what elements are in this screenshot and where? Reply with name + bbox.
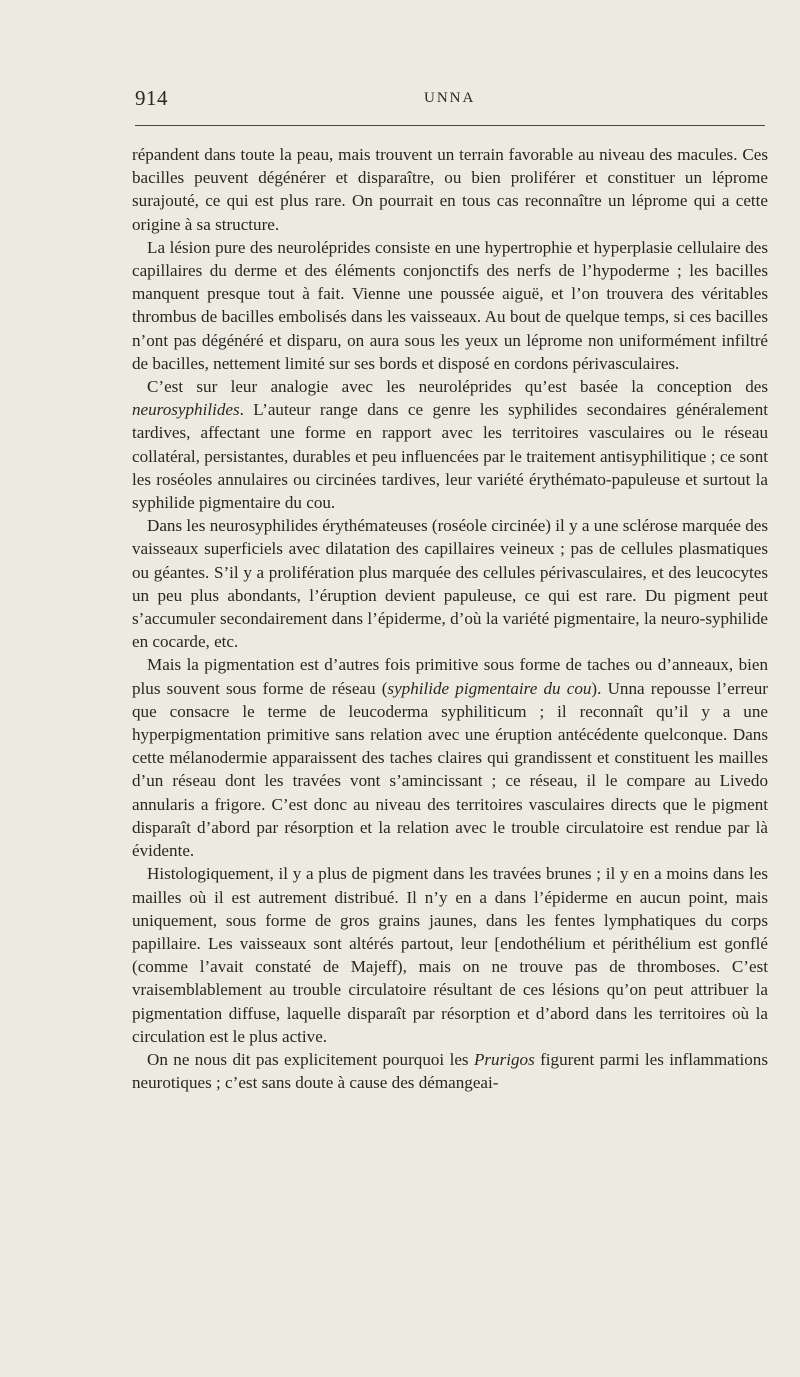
body-text: [132, 143, 768, 1094]
paragraph-text: figurent parmi les inflammations neurotiques ; c’est sans doute à cause des démangeai-: [132, 1049, 768, 1093]
italic-term: syphilide pigmentaire du cou: [387, 678, 592, 698]
page-header: [135, 86, 765, 114]
italic-term: Prurigos: [473, 1049, 535, 1069]
page-number: 914: [135, 86, 168, 110]
header-rule: [135, 125, 765, 126]
paragraph: La lésion pure des neuroléprides consiste en une hypertrophie et hyperplasie cellulaire des capillaires du derme et des éléments conjonctifs des nerfs de l’hypoderme ; les bacilles manquent presque tout à fait. Vienne une poussée aiguë, et l’on trouvera des véritables thrombus de bacilles embolisés dans les vaisseaux. Au bout de quelque temps, si ces bacilles n’ont pas dégénéré et disparu, on aura sous les yeux un léprome non uniformément infiltré de bacilles, nettement limité sur ses bords et disposé en cordons périvasculaires.: [132, 237, 768, 373]
paragraph-text: Mais la pigmentation est d’autres fois primitive sous forme de taches ou d’anneaux, bien plus souvent sous forme de réseau (: [132, 655, 768, 698]
paragraph-text: On ne nous dit pas explicitement pourquoi les: [147, 1049, 474, 1069]
italic-term: neurosyphilides: [132, 400, 240, 420]
paragraph: répandent dans toute la peau, mais trouvent un terrain favorable au niveau des macules. Ces bacilles peuvent dégénérer et disparaître, ou bien proliférer et constituer un léprome surajouté, ce qui est plus rare. On pourrait en tous cas reconnaître un léprome qui a cette origine à sa structure.: [132, 145, 768, 234]
paragraph: Dans les neurosyphilides érythémateuses (roséole circinée) il y a une sclérose marquée des vaisseaux superficiels avec dilatation des capillaires veineux ; pas de cellules plasmatiques ou géantes. S’il y a prolifération plus marquée des cellules périvasculaires, et des leucocytes un peu plus abondants, l’éruption devient papuleuse, ce qui est rare. Du pigment peut s’accumuler secondairement dans l’épiderme, d’où la variété pigmentaire, la neuro-syphilide en cocarde, etc.: [132, 516, 768, 652]
paragraph: [132, 375, 768, 514]
paragraph: [132, 653, 768, 862]
paragraph-text: ). Unna repousse l’erreur que consacre le terme de leucoderma syphiliticum ; il reconnaît qu’il y a une hyperpigmentation primitive sans relation avec une éruption antécédente quelconque. Dans cette mélanodermie apparaissent des taches claires qui grandissent et constituent les mailles d’un réseau dont les travées vont s’amincissant ; ce réseau, il le compare au Livedo annularis a frigore. C’est donc au niveau des territoires vasculaires directs que le pigment disparaît d’abord par résorption et la relation avec le trouble circulatoire est rendue par là évidente.: [132, 678, 768, 861]
paragraph-text: C’est sur leur analogie avec les neuroléprides qu’est basée la conception des: [147, 377, 768, 397]
running-head: UNNA: [424, 90, 476, 106]
paragraph-text: . L’auteur range dans ce genre les syphilides secondaires généralement tardives, affectant une forme en rapport avec les territoires vasculaires ou le réseau collatéral, persistantes, durables et peu influencées par le traitement antisyphilitique ; ce sont les roséoles annulaires ou circinées tardives, leur variété érythémato-papuleuse et surtout la syphilide pigmentaire du cou.: [132, 400, 768, 513]
paragraph: Histologiquement, il y a plus de pigment dans les travées brunes ; il y en a moins dans les mailles où il est autrement distribué. Il n’y en a dans l’épiderme en aucun point, mais uniquement, sous forme de gros grains jaunes, dans les fentes lymphatiques du corps papillaire. Les vaisseaux sont altérés partout, leur [endothélium et périthélium est gonflé (comme l’avait constaté de Majeff), mais on ne trouve pas de thromboses. C’est vraisemblablement au trouble circulatoire résultant de ces lésions qu’on peut attribuer la pigmentation diffuse, laquelle disparaît par résorption et d’abord dans les territoires où la circulation est le plus active.: [132, 864, 768, 1046]
paragraph: [132, 1048, 768, 1094]
